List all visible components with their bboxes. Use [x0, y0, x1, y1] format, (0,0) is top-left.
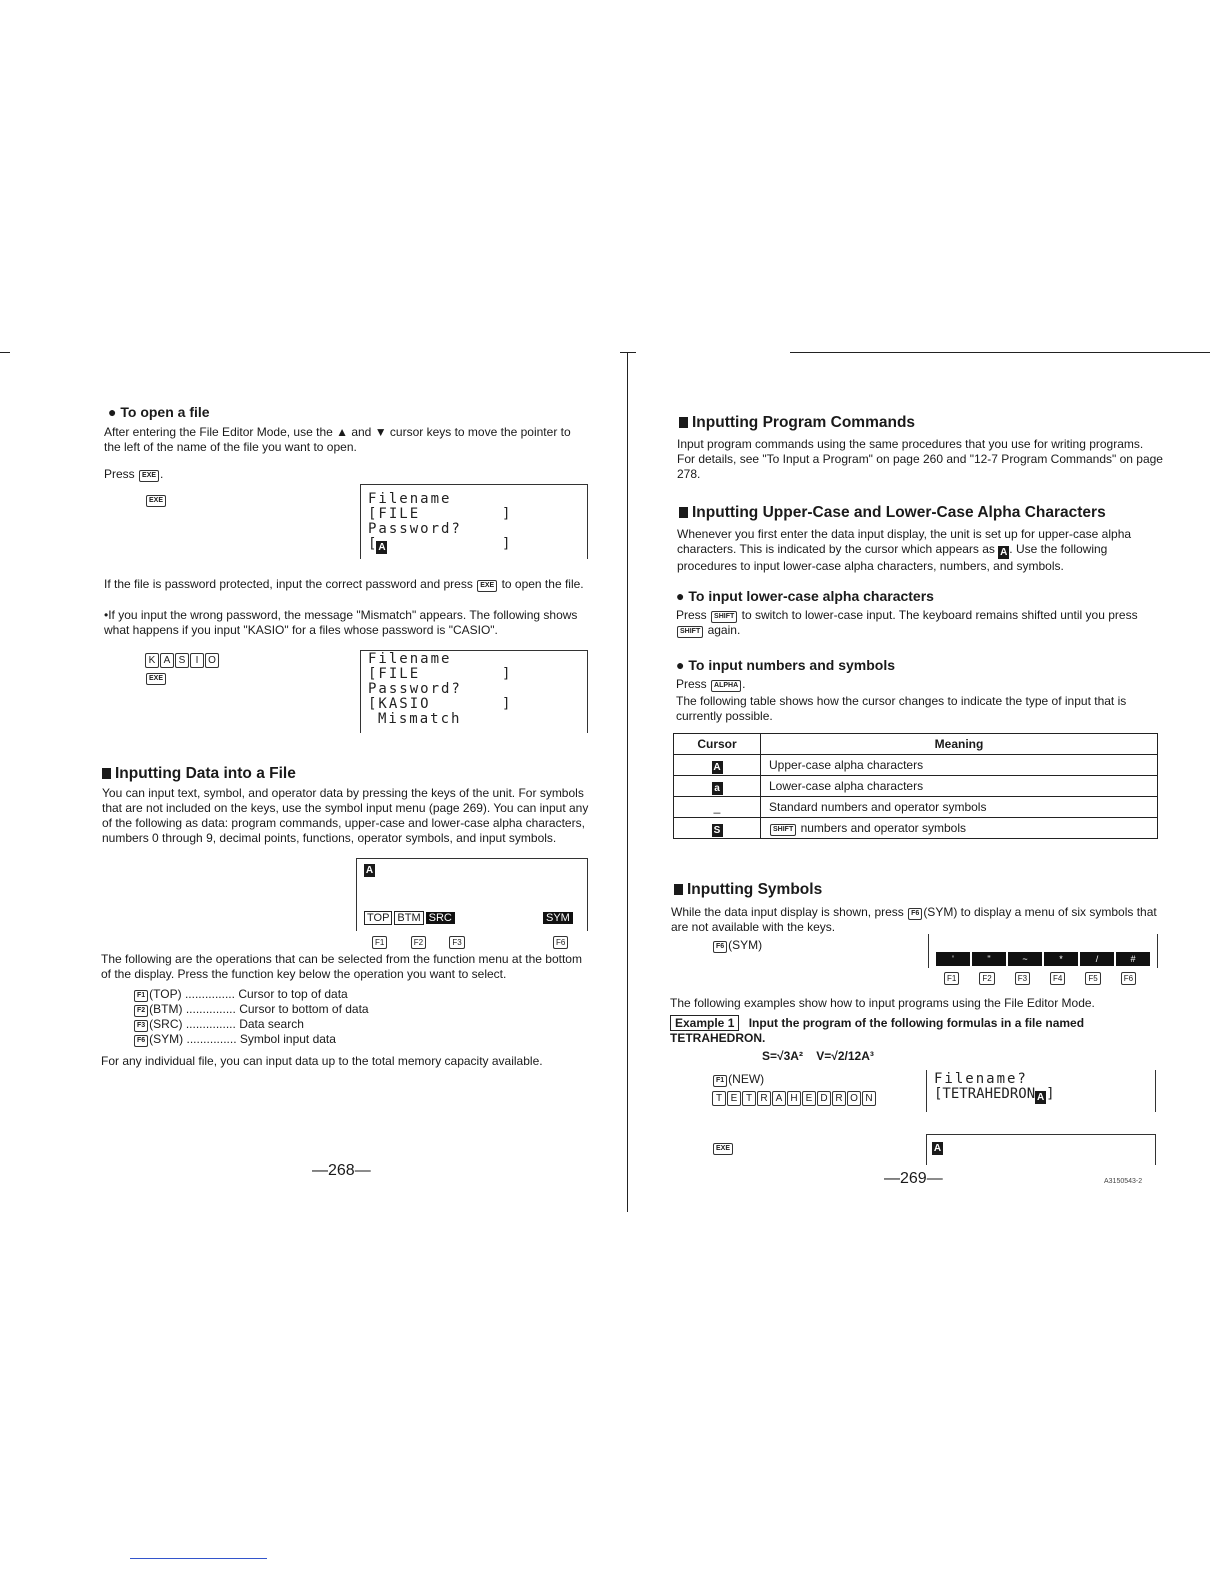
lcd-1-text: Filename [FILE ] Password? [ A ] — [368, 491, 513, 553]
table-row: A Upper-case alpha characters — [674, 755, 1158, 776]
program-cmds-heading: Inputting Program Commands — [679, 414, 915, 432]
symbol-3[interactable]: ~ — [1008, 952, 1042, 966]
th-cursor: Cursor — [674, 734, 761, 755]
cursor-a-3: A — [365, 865, 374, 876]
bottom-link-line — [130, 1558, 267, 1559]
function-menu-para: The following are the operations that can be selected from the function menu at the bottom of the display. Press the function key below the operation you want to select. — [101, 952, 582, 981]
table-intro: The following table shows how the cursor changes to indicate the type of input that is currently possible. — [676, 694, 1127, 723]
alpha-para: Whenever you first enter the data input display, the unit is set up for upper-case alpha characters. This is indicated by the cursor which appears as A . Use the following procedures to input lower-case alpha characters, numbers, and symbols. — [677, 527, 1132, 573]
ops-list — [133, 987, 369, 1047]
symbol-fkeys: F1 F2 F3 F4 F5 F6 — [944, 972, 1136, 985]
inputting-data-heading: Inputting Data into a File — [102, 765, 296, 783]
lcd-filename-text: Filename? [TETRAHEDRON A ] — [934, 1071, 1055, 1103]
press-alpha-line: Press ALPHA . — [676, 677, 746, 691]
lcd-after-exe — [926, 1134, 1156, 1165]
table-row: a Lower-case alpha characters — [674, 776, 1158, 797]
center-tick — [620, 352, 636, 353]
symbol-6[interactable]: # — [1116, 952, 1150, 966]
center-spine — [627, 352, 628, 1212]
program-cmds-para: Input program commands using the same procedures that you use for writing programs. For details, see "To Input a Program" on page 260 and "12-7 Program Commands" on page 278. — [677, 437, 1163, 481]
tetra-keys: T E T R A H E D R O N — [712, 1090, 877, 1106]
symbol-4[interactable]: * — [1044, 952, 1078, 966]
menu-sym[interactable]: SYM — [543, 912, 573, 924]
exe-key-2: EXE — [145, 670, 167, 685]
examples-intro: The following examples show how to input programs using the File Editor Mode. — [670, 996, 1095, 1010]
numbers-heading: ● To input numbers and symbols — [676, 657, 896, 673]
table-row: S SHIFT numbers and operator symbols — [674, 818, 1158, 839]
example-1: Example 1 Input the program of the following formulas in a file named TETRAHEDRON. — [670, 1016, 1085, 1045]
inputting-data-para: You can input text, symbol, and operator data by pressing the keys of the unit. For symbols that are not included on the keys, use the symbol input menu (page 269). You can input any of the following as data: program commands, upper-case and lower-case alpha characters, numbers 0 through 9, decimal points, functions, operator symbols, and input symbols. — [102, 786, 589, 845]
exe-key-right: EXE — [712, 1140, 734, 1155]
memory-para: For any individual file, you can input data up to the total memory capacity available. — [101, 1054, 543, 1068]
symbol-2[interactable]: " — [972, 952, 1006, 966]
symbols-para: While the data input display is shown, press F6 (SYM) to display a menu of six symbols that are not available with the keys. — [671, 905, 1157, 934]
fkey-f6: F6 — [553, 934, 568, 949]
cursor-table — [673, 733, 1158, 839]
kasio-keys: K A S I O — [145, 652, 220, 668]
lower-case-para: Press SHIFT to switch to lower-case input. The keyboard remains shifted until you press SHIFT again. — [676, 608, 1138, 637]
press-exe-line: Press EXE . — [104, 467, 164, 481]
th-meaning: Meaning — [761, 734, 1158, 755]
password-para: If the file is password protected, input the correct password and press EXE to open the file. — [104, 577, 584, 591]
page-number-268: —268— — [312, 1162, 371, 1179]
symbol-menu — [936, 952, 1150, 966]
menu-top[interactable]: TOP — [364, 911, 392, 925]
exe-key: EXE — [139, 470, 159, 482]
new-step: F1 (NEW) — [712, 1072, 764, 1087]
op-btm: F2 (BTM) ............... Cursor to bottom of data — [133, 1002, 369, 1017]
inputting-symbols-heading: Inputting Symbols — [674, 881, 822, 899]
op-top: F1 (TOP) ............... Cursor to top of data — [133, 987, 369, 1002]
doc-code: A3150543-2 — [1104, 1178, 1143, 1185]
page-number-269: —269— — [884, 1170, 943, 1187]
cursor-a-final: A — [933, 1143, 942, 1154]
mismatch-bullet: •If you input the wrong password, the message "Mismatch" appears. The following shows what happens if you input "KASIO" for a files whose password is "CASIO". — [104, 608, 578, 637]
open-file-heading: ● To open a file — [108, 404, 210, 420]
symbol-5[interactable]: / — [1080, 952, 1114, 966]
menu-src[interactable]: SRC — [426, 912, 455, 924]
cursor-block: A — [378, 542, 386, 553]
step-exe-key: EXE — [145, 492, 167, 507]
menu-btm[interactable]: BTM — [394, 911, 423, 925]
function-menu — [364, 912, 455, 924]
alpha-heading: Inputting Upper-Case and Lower-Case Alpha Characters — [679, 504, 1106, 522]
top-rule-right — [790, 352, 1210, 353]
fkeys-left: F1 F2 F3 — [372, 934, 465, 949]
symbol-1[interactable]: ' — [936, 952, 970, 966]
left-crop-mark — [0, 352, 10, 353]
table-row: _ Standard numbers and operator symbols — [674, 797, 1158, 818]
open-file-para: After entering the File Editor Mode, use the ▲ and ▼ cursor keys to move the pointer to the left of the name of the file you want to open. — [104, 425, 571, 454]
op-sym: F6 (SYM) ............... Symbol input data — [133, 1032, 369, 1047]
lcd-2-text: Filename [FILE ] Password? [KASIO ] Mismatch — [368, 651, 513, 727]
formula: S=√3A² V=√2/12A³ — [762, 1049, 874, 1063]
op-src: F3 (SRC) ............... Data search — [133, 1017, 369, 1032]
lower-case-heading: ● To input lower-case alpha characters — [676, 588, 934, 604]
f6-sym-step: F6 (SYM) — [712, 938, 762, 953]
